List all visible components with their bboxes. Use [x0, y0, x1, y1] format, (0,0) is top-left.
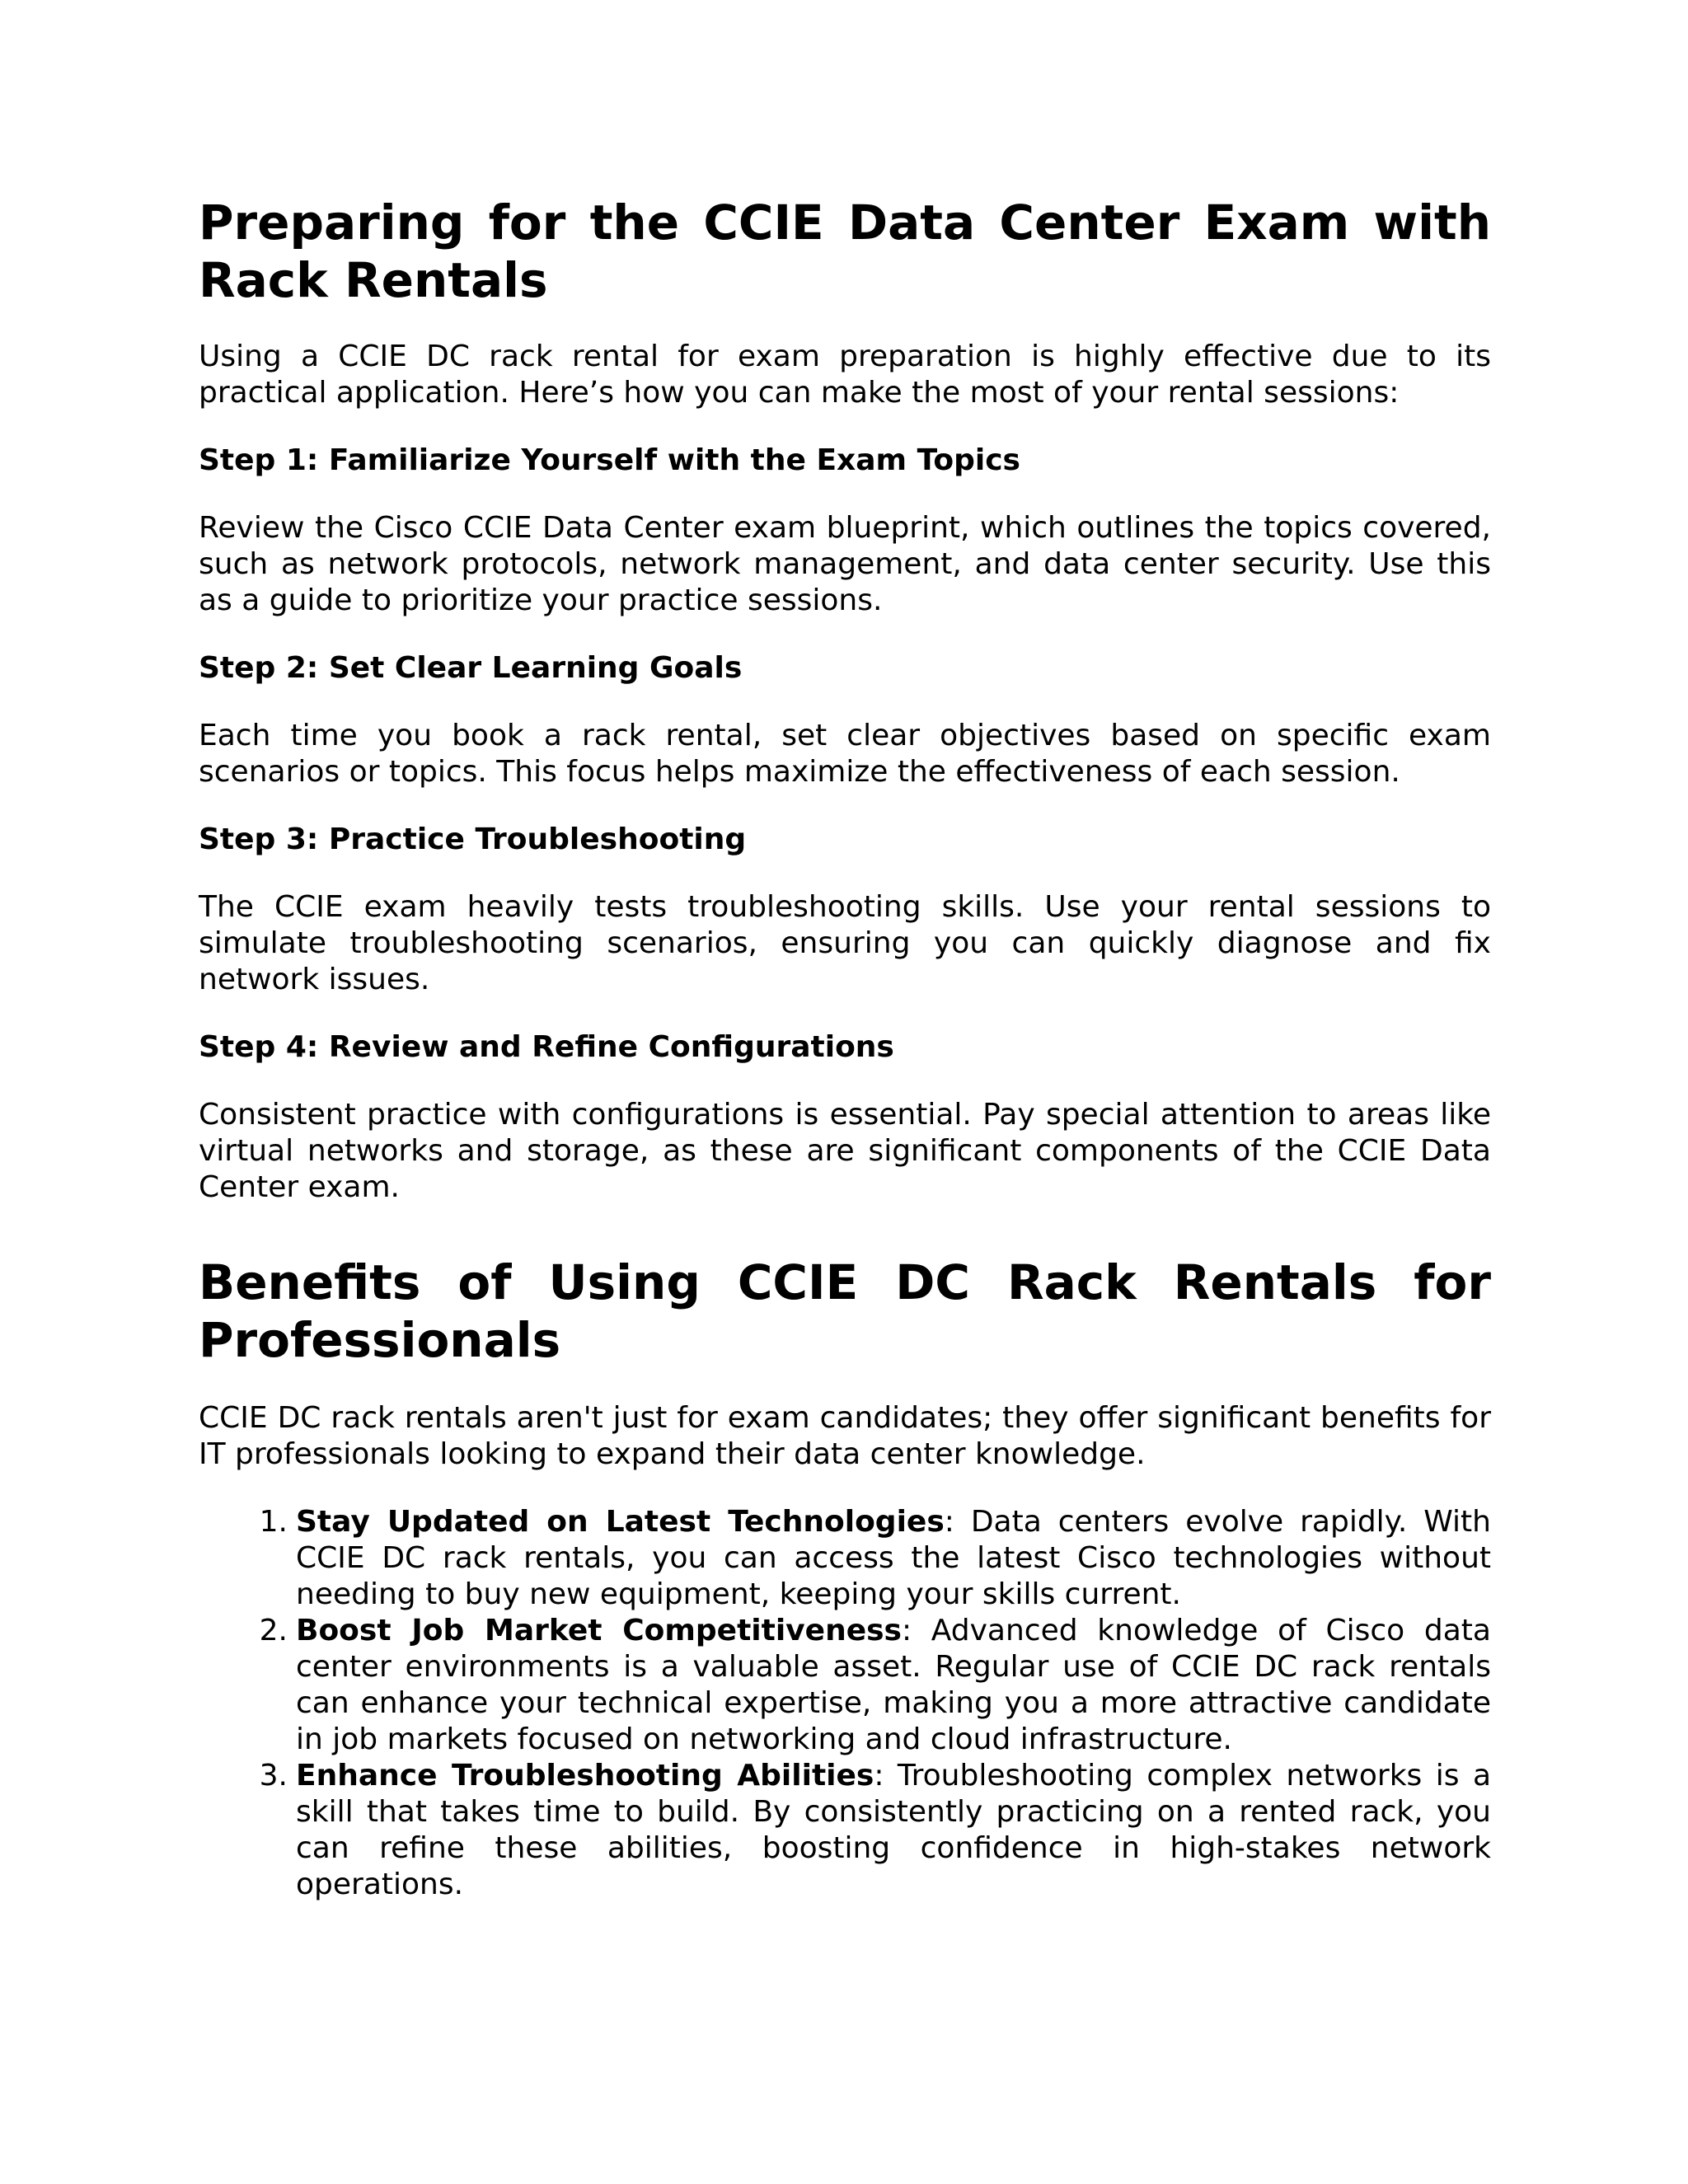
list-item-text: : Data centers evolve rapidly. With CCIE DC rack rentals, you can access the latest Cisco technologies without needing to buy new equipment, keeping your skills current. — [296, 1505, 1491, 1611]
list-item-number: 1. — [259, 1505, 288, 1539]
list-item — [199, 1504, 1491, 1613]
list-item-number: 2. — [259, 1614, 288, 1647]
step-3-heading: Step 3: Practice Troubleshooting — [199, 823, 747, 856]
step-2-body: Each time you book a rack rental, set clear objectives based on specific exam scenarios or topics. This focus helps maximize the effectiveness of each session. — [199, 719, 1491, 789]
step-1-heading: Step 1: Familiarize Yourself with the Exam Topics — [199, 443, 1020, 477]
benefits-list — [199, 1504, 1491, 1903]
section-title-benefits: Benefits of Using CCIE DC Rack Rentals for Professionals — [199, 1254, 1491, 1368]
step-3-body: The CCIE exam heavily tests troubleshooting skills. Use your rental sessions to simulate troubleshooting scenarios, ensuring you can quickly diagnose and fix network issues. — [199, 890, 1491, 996]
section-intro-benefits: CCIE DC rack rentals aren't just for exam candidates; they offer significant benefits for IT professionals looking to expand their data center knowledge. — [199, 1401, 1491, 1471]
list-item-text: : Advanced knowledge of Cisco data center environments is a valuable asset. Regular use of CCIE DC rack rentals can enhance your technical expertise, making you a more attractive candidate in job markets focused on networking and cloud infrastructure. — [296, 1614, 1491, 1756]
list-item — [199, 1758, 1491, 1903]
section-intro-preparing: Using a CCIE DC rack rental for exam preparation is highly effective due to its practical application. Here’s how you can make the most of your rental sessions: — [199, 340, 1491, 410]
list-item-term: Stay Updated on Latest Technologies — [296, 1505, 945, 1539]
list-item-term: Boost Job Market Competitiveness — [296, 1614, 902, 1647]
list-item — [199, 1613, 1491, 1758]
list-item-text: : Troubleshooting complex networks is a skill that takes time to build. By consistently practicing on a rented rack, you can refine these abilities, boosting confidence in high-stakes network operations. — [296, 1759, 1491, 1901]
step-1-body: Review the Cisco CCIE Data Center exam blueprint, which outlines the topics covered, such as network protocols, network management, and data center security. Use this as a guide to prioritize your practice sessions. — [199, 511, 1491, 617]
list-item-term: Enhance Troubleshooting Abilities — [296, 1759, 874, 1793]
list-item-number: 3. — [259, 1759, 288, 1793]
step-4-heading: Step 4: Review and Refine Configurations — [199, 1030, 894, 1064]
document-page — [199, 194, 1491, 1903]
section-title-preparing: Preparing for the CCIE Data Center Exam with Rack Rentals — [199, 194, 1491, 308]
step-4-body: Consistent practice with configurations is essential. Pay special attention to areas like virtual networks and storage, as these are significant components of the CCIE Data Center exam. — [199, 1098, 1491, 1204]
step-2-heading: Step 2: Set Clear Learning Goals — [199, 651, 743, 685]
